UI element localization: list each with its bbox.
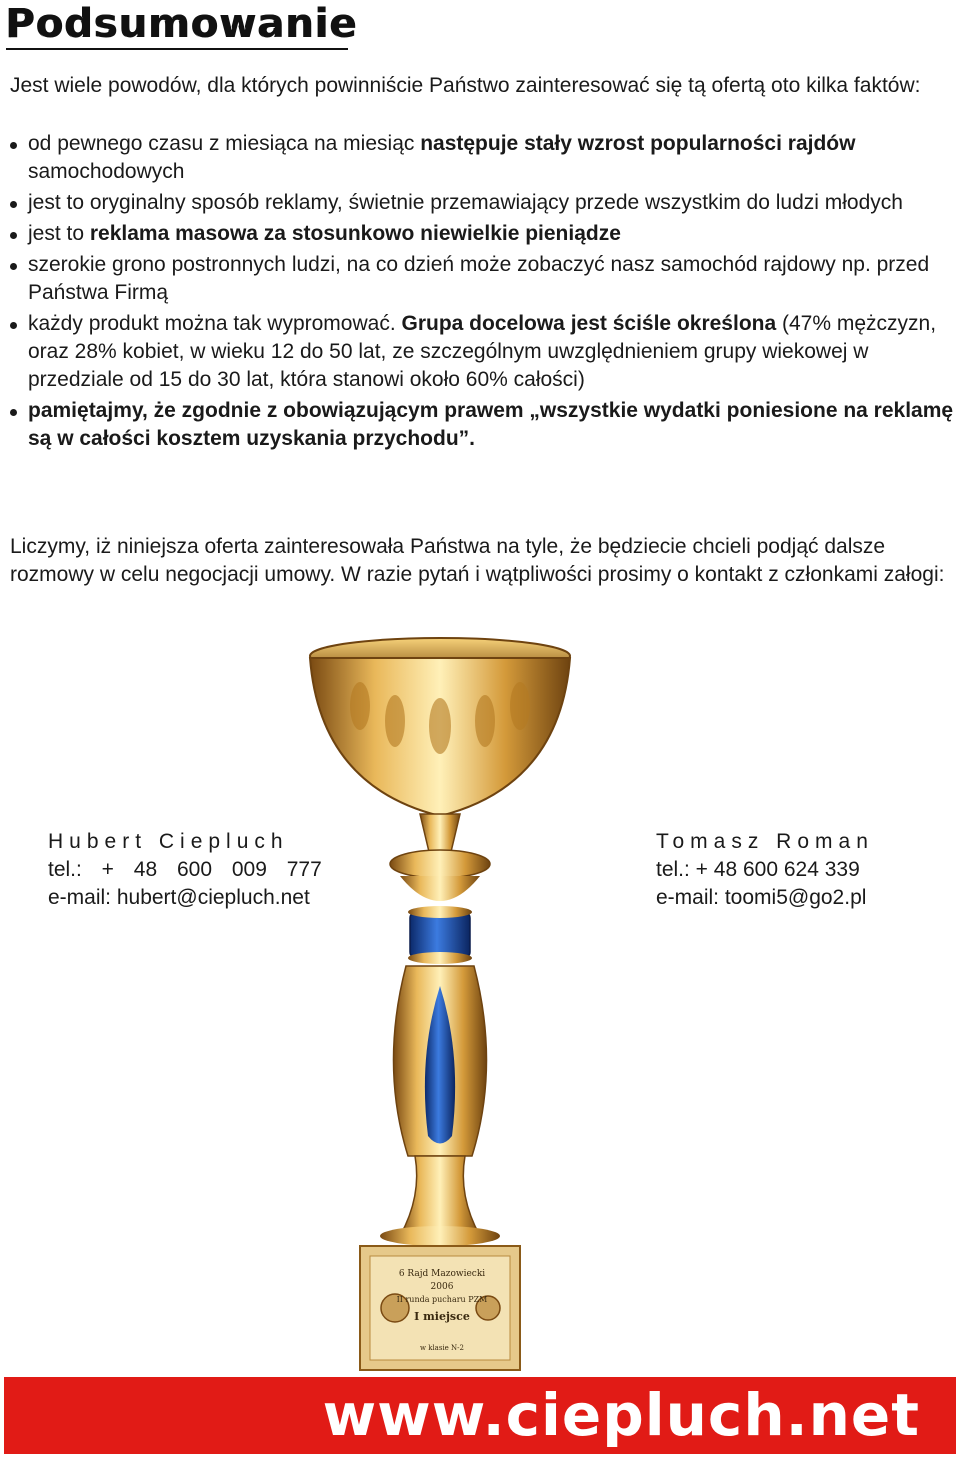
list-item: od pewnego czasu z miesiąca na miesiąc następuje stały wzrost popularności rajdów samochodowych: [10, 130, 960, 186]
contact-hubert: [48, 828, 356, 912]
contact-tomasz: [656, 828, 906, 912]
footer-url[interactable]: www.ciepluch.net: [322, 1381, 920, 1449]
contact-email[interactable]: e-mail: toomi5@go2.pl: [656, 886, 867, 909]
list-item: każdy produkt można tak wypromować. Grupa docelowa jest ściśle określona (47% mężczyzn, oraz 28% kobiet, w wieku 12 do 50 lat, ze szczególnym uwzględnieniem grupy wiekowej w przedziale od 15 do 30 lat, która stanowi około 60% całości): [10, 310, 960, 394]
plaque-line-1: 6 Rajd Mazowiecki: [398, 1269, 486, 1279]
footer-banner: [4, 1377, 956, 1454]
contact-name: Hubert Ciepluch: [48, 830, 289, 853]
plaque-line-2: 2006: [430, 1282, 454, 1292]
trophy-image: [300, 636, 580, 1376]
contact-phone: tel.: + 48 600 624 339: [656, 858, 860, 881]
list-item: jest to oryginalny sposób reklamy, świetnie przemawiający przede wszystkim do ludzi młodych: [10, 189, 960, 217]
plaque-line-5: w klasie N-2: [419, 1344, 465, 1352]
list-item: szerokie grono postronnych ludzi, na co dzień może zobaczyć nasz samochód rajdowy np. przed Państwa Firmą: [10, 251, 960, 307]
plaque-line-3: II runda pucharu PZM: [396, 1295, 488, 1304]
list-item: jest to reklama masowa za stosunkowo niewielkie pieniądze: [10, 220, 960, 248]
page-title-text: Podsumowanie: [6, 1, 359, 47]
closing-paragraph: Liczymy, iż niniejsza oferta zainteresowała Państwa na tyle, że będziecie chcieli podjąć dalsze rozmowy w celu negocjacji umowy. W razie pytań i wątpliwości prosimy o kontakt z członkami załogi:: [10, 535, 945, 586]
plaque-line-4: I miejsce: [414, 1310, 470, 1323]
contact-phone: tel.: + 48 600 009 777: [48, 858, 322, 881]
facts-list: [10, 130, 960, 456]
contact-name: Tomasz Roman: [656, 830, 874, 853]
list-item: pamiętajmy, że zgodnie z obowiązującym prawem „wszystkie wydatki poniesione na reklamę są w całości kosztem uzyskania przychodu”.: [10, 397, 960, 453]
contact-email[interactable]: e-mail: hubert@ciepluch.net: [48, 886, 310, 909]
page-title: [6, 1, 359, 50]
intro-paragraph: Jest wiele powodów, dla których powinniście Państwo zainteresować się tą ofertą oto kilka faktów:: [10, 74, 921, 97]
